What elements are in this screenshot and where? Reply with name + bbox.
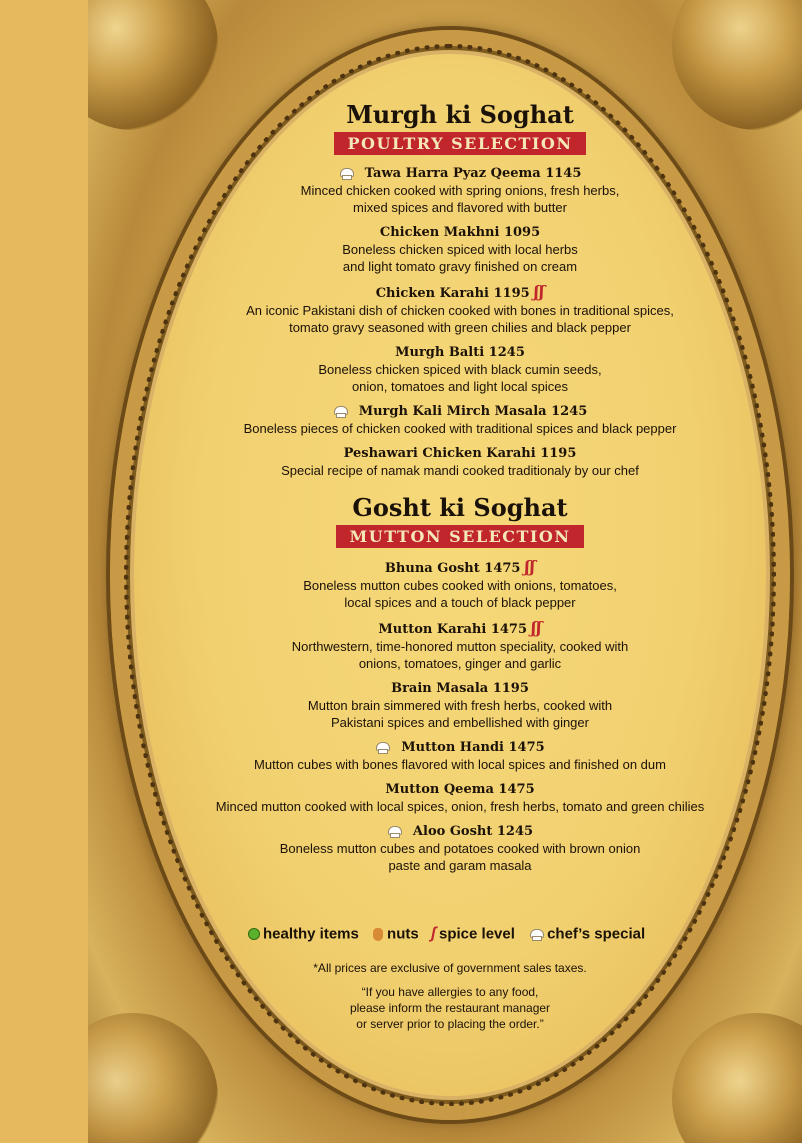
- legend-spice-label: spice level: [439, 925, 515, 943]
- legend-chef-label: chef’s special: [547, 925, 646, 943]
- item-description: Northwestern, time-honored mutton speciality, cooked with onions, tomatoes, ginger and garlic: [291, 639, 629, 671]
- left-margin-strip: [0, 0, 88, 1143]
- ornament-bottom-left: [88, 1013, 218, 1143]
- chef-special-icon: [333, 406, 347, 417]
- menu-item: [200, 224, 720, 275]
- item-name: Murgh Kali Mirch Masala 1245: [358, 404, 588, 419]
- menu-content: [200, 100, 720, 874]
- menu-item: [200, 283, 720, 336]
- nuts-icon: [373, 928, 383, 941]
- mutton-banner: MUTTON SELECTION: [336, 525, 585, 548]
- chef-special-icon: [387, 826, 401, 837]
- mutton-section-title: Gosht ki Soghat: [352, 493, 568, 522]
- item-description: Boneless pieces of chicken cooked with traditional spices and black pepper: [243, 421, 677, 436]
- dietary-legend: [248, 925, 645, 943]
- menu-item: [200, 165, 720, 216]
- menu-item: [200, 403, 720, 437]
- item-description: An iconic Pakistani dish of chicken cooked with bones in traditional spices, tomato gravy seasoned with green chilies and black pepper: [246, 303, 674, 335]
- item-description: Mutton cubes with bones flavored with local spices and finished on dum: [254, 757, 666, 772]
- item-description: Minced chicken cooked with spring onions, fresh herbs, mixed spices and flavored with butter: [300, 183, 620, 215]
- menu-item: [200, 823, 720, 874]
- item-description: Minced mutton cooked with local spices, onion, fresh herbs, tomato and green chilies: [215, 799, 705, 814]
- chef-special-icon: [529, 929, 543, 940]
- menu-item: [200, 781, 720, 815]
- spice-level-icon: ʃʃ: [531, 618, 542, 637]
- item-name: Bhuna Gosht 1475: [384, 561, 521, 576]
- chef-special-icon: [375, 742, 389, 753]
- poultry-section-title: Murgh ki Soghat: [346, 100, 574, 129]
- allergy-note: “If you have allergies to any food, please inform the restaurant manager or server prior to placing the order.”: [349, 985, 551, 1031]
- item-name: Aloo Gosht 1245: [412, 824, 534, 839]
- spice-level-icon: ʃʃ: [533, 282, 545, 301]
- spice-level-icon: ʃʃ: [524, 557, 536, 576]
- item-description: Boneless mutton cubes and potatoes cooked with brown onion paste and garam masala: [279, 841, 641, 873]
- item-name: Brain Masala 1195: [391, 681, 529, 696]
- legend-healthy-label: healthy items: [263, 925, 359, 943]
- menu-item: [200, 558, 720, 611]
- menu-item: [200, 344, 720, 395]
- healthy-icon: [248, 928, 260, 940]
- menu-item: [200, 739, 720, 773]
- item-name: Mutton Handi 1475: [401, 740, 545, 755]
- item-description: Mutton brain simmered with fresh herbs, cooked with Pakistani spices and embellished with ginger: [307, 698, 613, 730]
- menu-item: [200, 445, 720, 479]
- item-name: Mutton Karahi 1475: [378, 622, 527, 637]
- poultry-banner: POULTRY SELECTION: [334, 132, 587, 155]
- menu-item: [200, 619, 720, 672]
- item-name: Mutton Qeema 1475: [385, 782, 535, 797]
- ornament-bottom-right: [672, 1013, 802, 1143]
- item-name: Murgh Balti 1245: [395, 345, 525, 360]
- tax-note: *All prices are exclusive of government sales taxes.: [313, 961, 587, 975]
- item-name: Chicken Karahi 1195: [375, 286, 530, 301]
- item-description: Boneless chicken spiced with local herbs and light tomato gravy finished on cream: [342, 242, 578, 274]
- item-description: Boneless mutton cubes cooked with onions, tomatoes, local spices and a touch of black pepper: [303, 578, 617, 610]
- item-name: Chicken Makhni 1095: [379, 225, 541, 240]
- item-description: Special recipe of namak mandi cooked traditionaly by our chef: [281, 463, 639, 478]
- chef-special-icon: [339, 168, 353, 179]
- item-description: Boneless chicken spiced with black cumin seeds, onion, tomatoes and light local spices: [318, 362, 602, 394]
- legend-nuts-label: nuts: [387, 925, 419, 943]
- ornament-top-left: [88, 0, 218, 130]
- item-name: Peshawari Chicken Karahi 1195: [343, 446, 577, 461]
- spice-icon: ʃ: [430, 925, 436, 943]
- item-name: Tawa Harra Pyaz Qeema 1145: [364, 166, 582, 181]
- menu-item: [200, 680, 720, 731]
